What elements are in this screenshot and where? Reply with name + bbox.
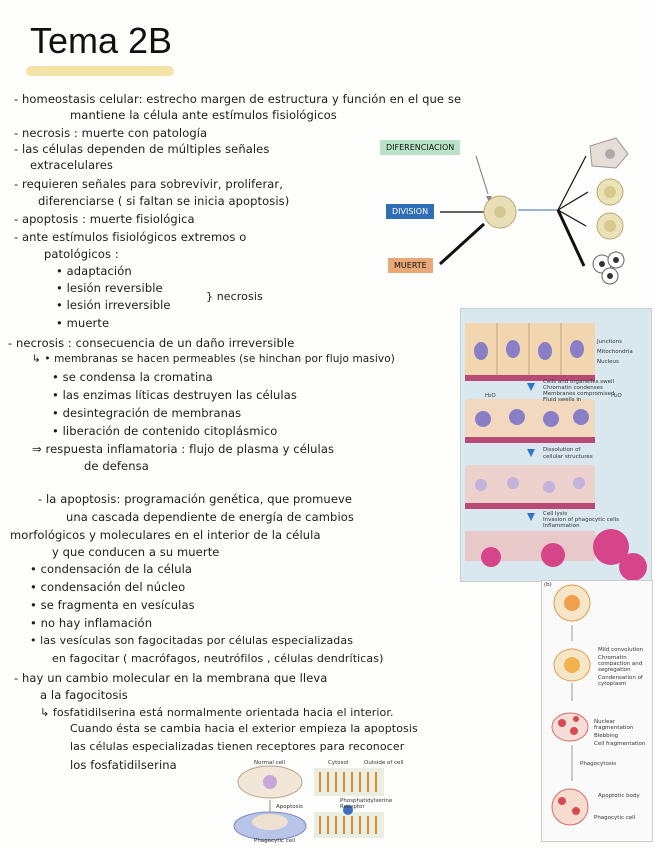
ps-caption: Cytosol (328, 760, 349, 766)
note-line: • muerte (56, 316, 110, 330)
apoptosis-caption: Phagocytosis (580, 761, 617, 767)
note-line: mantiene la célula ante estímulos fisiológicos (70, 108, 337, 122)
ps-caption: Outside of cell (364, 760, 404, 766)
note-line: - apoptosis : muerte fisiológica (14, 212, 195, 226)
apoptosis-caption: fragmentation (594, 725, 634, 731)
note-line: ↳ fosfatidilserina está normalmente orientada hacia el interior. (40, 706, 394, 719)
necrosis-caption: H₂O (485, 393, 496, 399)
note-line: • lesión reversible (56, 281, 163, 295)
necrosis-caption: Dissolution of (543, 447, 581, 453)
apoptosis-caption: Cell fragmentation (594, 741, 646, 747)
diferenciacion-label: DIFERENCIACION (380, 140, 460, 155)
note-line: extracelulares (30, 158, 114, 172)
necrosis-caption: Fluid swells in (543, 397, 582, 403)
note-line: las células especializadas tienen receptores para reconocer (70, 740, 405, 753)
note-line: - ante estímulos fisiológicos extremos o (14, 230, 247, 244)
note-line: • no hay inflamación (30, 616, 153, 630)
note-line: - necrosis : consecuencia de un daño irreversible (8, 336, 295, 350)
cell-fate-diagram (378, 136, 653, 301)
apoptosis-caption: Mild convolution (598, 647, 644, 653)
note-line: - la apoptosis: programación genética, que promueve (38, 492, 353, 506)
note-line: de defensa (84, 459, 149, 473)
note-line: - las células dependen de múltiples señales (14, 142, 270, 156)
necrosis-caption: Inflammation (543, 523, 580, 529)
note-line: • se fragmenta en vesículas (30, 598, 195, 612)
apoptosis-caption: Condensation of (598, 675, 643, 681)
ps-caption: Receptor (340, 804, 365, 810)
note-line: • se condensa la cromatina (52, 370, 213, 384)
apoptosis-caption: compaction and (598, 661, 643, 667)
apoptosis-caption: Blebbing (594, 733, 619, 739)
note-line: - hay un cambio molecular en la membrana que lleva (14, 671, 328, 685)
note-line: - necrosis : muerte con patología (14, 126, 208, 140)
note-line: • las vesículas son fagocitadas por células especializadas (30, 634, 354, 647)
note-line: morfológicos y moleculares en el interior de la célula (10, 528, 321, 542)
division-label: DIVISION (386, 204, 434, 219)
note-line: • lesión irreversible (56, 298, 171, 312)
apoptosis-caption: Apoptotic body (598, 793, 640, 799)
note-line: • desintegración de membranas (52, 406, 242, 420)
ps-caption: Apoptosis (276, 804, 303, 810)
apoptosis-caption: cytoplasm (598, 681, 627, 687)
ps-caption: Normal cell (254, 760, 286, 766)
note-line: • liberación de contenido citoplásmico (52, 424, 278, 438)
necrosis-caption: Membranes compromised (543, 391, 615, 397)
necrosis-figure (460, 308, 652, 582)
note-line: a la fagocitosis (40, 688, 128, 702)
page-title: Tema 2B (30, 20, 173, 61)
necrosis-caption: Nucleus (597, 359, 619, 365)
note-line: y que conducen a su muerte (52, 545, 220, 559)
apoptosis-figure (541, 580, 653, 842)
title-highlight (26, 66, 174, 76)
note-line: • condensación del núcleo (30, 580, 186, 594)
note-line: los fosfatidilserina (70, 758, 177, 772)
ps-caption: Phosphatidylserine (340, 798, 393, 804)
note-line: una cascada dependiente de energía de cambios (66, 510, 354, 524)
necrosis-caption: Cells and organelles swell (543, 379, 615, 385)
note-line: - requieren señales para sobrevivir, proliferar, (14, 177, 284, 191)
note-line: ↳ • membranas se hacen permeables (se hinchan por flujo masivo) (32, 353, 395, 365)
necrosis-caption: Invasion of phagocytic cells (543, 517, 620, 523)
apoptosis-illustration (542, 581, 652, 841)
note-brace: } necrosis (206, 290, 263, 303)
necrosis-caption: Mitochondria (597, 349, 633, 355)
muerte-label: MUERTE (388, 258, 433, 273)
apoptosis-caption: Chromatin (598, 655, 627, 661)
necrosis-caption: Cell lysis (543, 511, 568, 517)
necrosis-caption: Junctions (597, 339, 623, 345)
apoptosis-caption: segregation (598, 667, 631, 673)
ps-caption: Phagocytic cell (254, 838, 296, 844)
note-line: • adaptación (56, 264, 132, 278)
apoptosis-caption: Nuclear (594, 719, 616, 725)
note-line: diferenciarse ( si faltan se inicia apoptosis) (38, 194, 290, 208)
phosphatidylserine-figure (224, 760, 414, 846)
note-line: - homeostasis celular: estrecho margen de estructura y función en el que se (14, 92, 462, 106)
necrosis-caption: cellular structures (543, 454, 593, 460)
necrosis-caption: Chromatin condenses (543, 385, 603, 391)
note-line: patológicos : (44, 247, 119, 261)
note-line: • condensación de la célula (30, 562, 193, 576)
note-line: • las enzimas líticas destruyen las células (52, 388, 297, 402)
note-line: Cuando ésta se cambia hacia el exterior empieza la apoptosis (70, 722, 418, 735)
apoptosis-caption: Phagocytic cell (594, 815, 636, 821)
apoptosis-caption: (b) (544, 582, 552, 588)
note-line: en fagocitar ( macrófagos, neutrófilos , células dendríticas) (52, 652, 384, 665)
necrosis-caption: H₂O (611, 393, 622, 399)
note-line: ⇒ respuesta inflamatoria : flujo de plasma y células (32, 442, 335, 456)
